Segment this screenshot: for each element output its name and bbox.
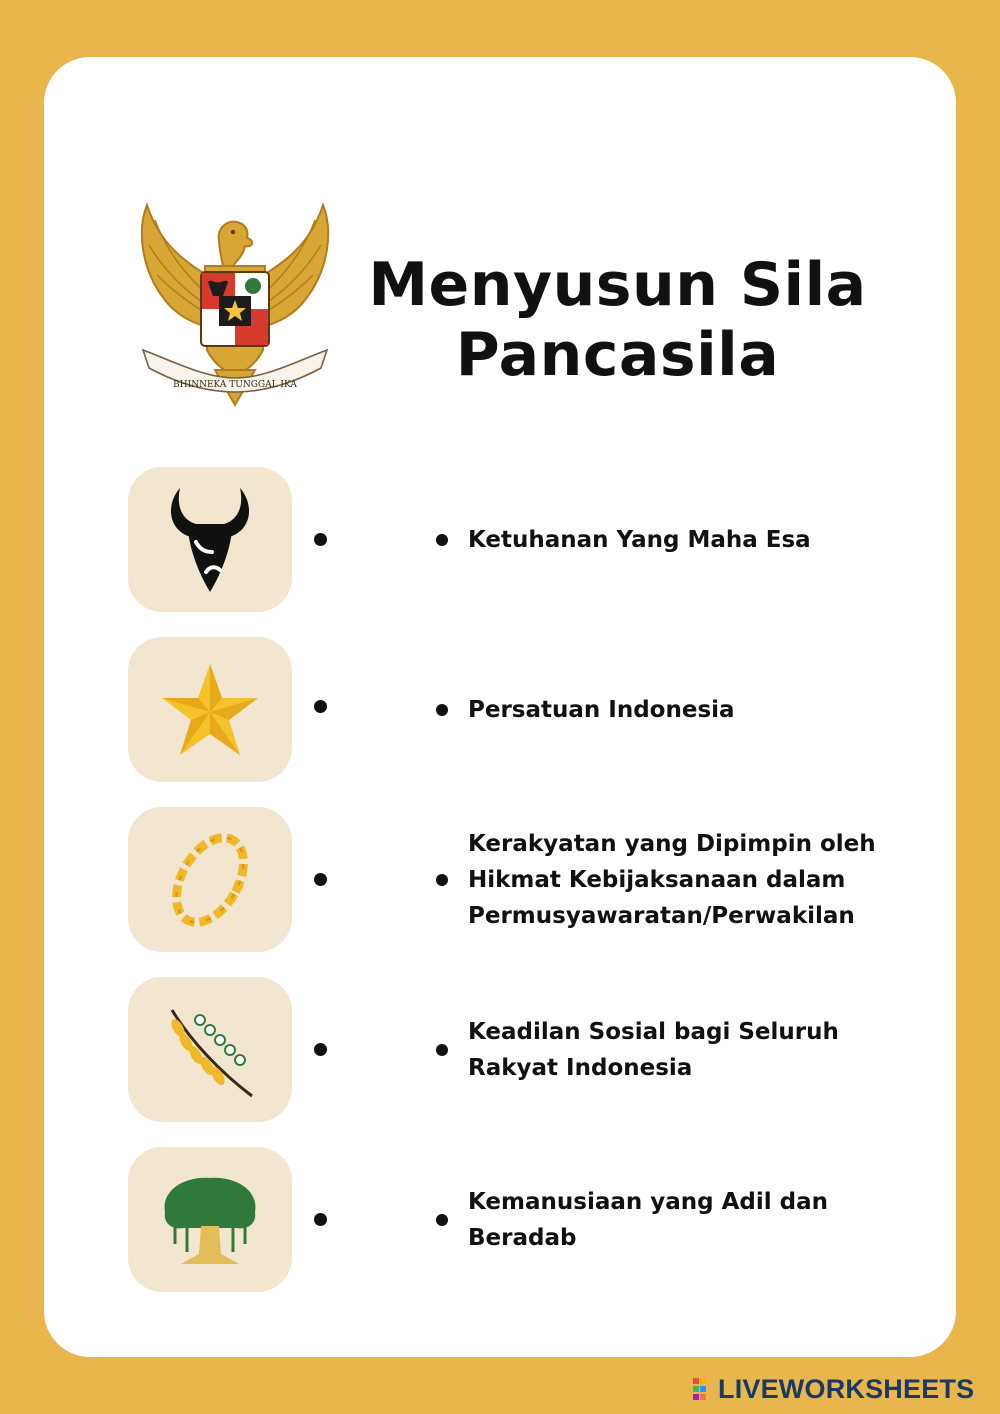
matching-row-1 [0,467,1000,612]
answer-text-3: Kerakyatan yang Dipimpin oleh Hikmat Kebijaksanaan dalam Permusyawaratan/Perwakilan [468,830,876,929]
page-title: Menyusun Sila Pancasila [368,250,867,390]
drop-target-4[interactable] [314,1043,327,1056]
star-icon [160,662,260,758]
answer-card-5[interactable] [434,1147,904,1292]
banyan-tree-icon [155,1172,265,1268]
answer-text-1: Ketuhanan Yang Maha Esa [468,526,811,553]
answer-text-2: Persatuan Indonesia [468,696,735,723]
drop-target-3[interactable] [314,873,327,886]
answer-card-3[interactable] [434,807,904,952]
answer-card-4[interactable] [434,977,904,1122]
symbol-tile-1 [128,467,292,612]
bull-head-icon [160,480,260,600]
emblem-motto: BHINNEKA TUNGGAL IKA [173,380,297,390]
answer-text-5: Kemanusiaan yang Adil dan Beradab [468,1188,829,1251]
symbol-tile-2 [128,637,292,782]
answer-card-2[interactable] [434,637,904,782]
liveworksheets-mark-icon [692,1376,714,1402]
chain-icon [160,825,260,935]
liveworksheets-logo [692,1374,974,1404]
answer-card-1[interactable] [434,467,904,612]
symbol-tile-5 [128,1147,292,1292]
drop-target-1[interactable] [314,533,327,546]
answer-bullet [436,534,448,546]
symbol-tile-3 [128,807,292,952]
garuda-pancasila-emblem [135,200,335,410]
answer-bullet [436,874,448,886]
drop-target-2[interactable] [314,700,327,713]
drop-target-5[interactable] [314,1213,327,1226]
answer-text-4: Keadilan Sosial bagi Seluruh Rakyat Indonesia [468,1018,839,1081]
matching-row-4 [0,977,1000,1122]
symbol-tile-4 [128,977,292,1122]
answer-bullet [436,704,448,716]
liveworksheets-wordmark: LIVEWORKSHEETS [718,1373,975,1404]
matching-row-2 [0,637,1000,782]
rice-cotton-icon [160,1000,260,1100]
answer-bullet [436,1044,448,1056]
matching-row-5 [0,1147,1000,1292]
answer-bullet [436,1214,448,1226]
matching-row-3 [0,807,1000,952]
